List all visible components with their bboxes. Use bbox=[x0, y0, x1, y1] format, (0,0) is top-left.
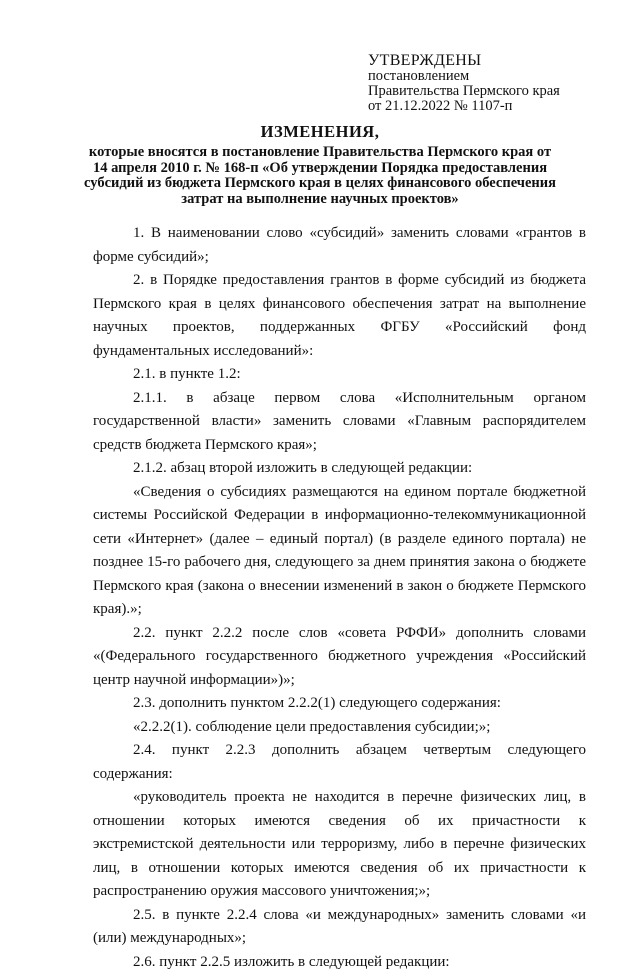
approval-line-3: от 21.12.2022 № 1107-п bbox=[368, 99, 560, 114]
paragraph-2-3: 2.3. дополнить пунктом 2.2.2(1) следующего содержания: bbox=[93, 692, 586, 716]
paragraph-2-4: 2.4. пункт 2.2.3 дополнить абзацем четвертым следующего содержания: bbox=[93, 739, 586, 786]
approval-line-1: постановлением bbox=[368, 69, 560, 84]
paragraph-2-1-2: 2.1.2. абзац второй изложить в следующей редакции: bbox=[93, 457, 586, 481]
paragraph-2-1-1: 2.1.1. в абзаце первом слова «Исполнительным органом государственной власти» заменить словами «Главным распорядителем средств бюджета Пермского края»; bbox=[93, 387, 586, 458]
paragraph-2-2: 2.2. пункт 2.2.2 после слов «совета РФФИ» дополнить словами «(Федерального государственного бюджетного учреждения «Российский центр научной информации»)»; bbox=[93, 622, 586, 693]
paragraph-2-1: 2.1. в пункте 1.2: bbox=[93, 363, 586, 387]
document-subtitle: которые вносятся в постановление Правительства Пермского края от 14 апреля 2010 г. № 168-п «Об утверждении Порядка предоставления субсидий из бюджета Пермского края в целях финансового обеспечения затрат на выполнение научных проектов» bbox=[80, 145, 560, 207]
paragraph-2-6: 2.6. пункт 2.2.5 изложить в следующей редакции: bbox=[93, 951, 586, 974]
document-title: ИЗМЕНЕНИЯ, bbox=[0, 122, 640, 142]
paragraph-quote-1: «Сведения о субсидиях размещаются на едином портале бюджетной системы Российской Федерации в информационно-телекоммуникационной сети «Интернет» (далее – единый портал) (в разделе единого портала) не позднее 15-го рабочего дня, следующего за днем принятия закона о бюджете Пермского края (закона о внесении изменений в закон о бюджете Пермского края).»; bbox=[93, 481, 586, 622]
approval-stamp bbox=[368, 53, 560, 114]
paragraph-2-5: 2.5. в пункте 2.2.4 слова «и международных» заменить словами «и (или) международных»; bbox=[93, 904, 586, 951]
paragraph-2: 2. в Порядке предоставления грантов в форме субсидий из бюджета Пермского края в целях финансового обеспечения затрат на выполнение научных проектов, поддержанных ФГБУ «Российский фонд фундаментальных исследований»: bbox=[93, 269, 586, 363]
paragraph-quote-3: «руководитель проекта не находится в перечне физических лиц, в отношении которых имеются сведения об их причастности к экстремистской деятельности или терроризму, либо в перечне физических лиц, в отношении которых имеются сведения об их причастности к распространению оружия массового уничтожения;»; bbox=[93, 786, 586, 904]
paragraph-quote-2: «2.2.2(1). соблюдение цели предоставления субсидии;»; bbox=[93, 716, 586, 740]
approval-heading: УТВЕРЖДЕНЫ bbox=[368, 53, 560, 68]
paragraph-1: 1. В наименовании слово «субсидий» заменить словами «грантов в форме субсидий»; bbox=[93, 222, 586, 269]
document-body bbox=[93, 222, 586, 974]
approval-line-2: Правительства Пермского края bbox=[368, 84, 560, 99]
